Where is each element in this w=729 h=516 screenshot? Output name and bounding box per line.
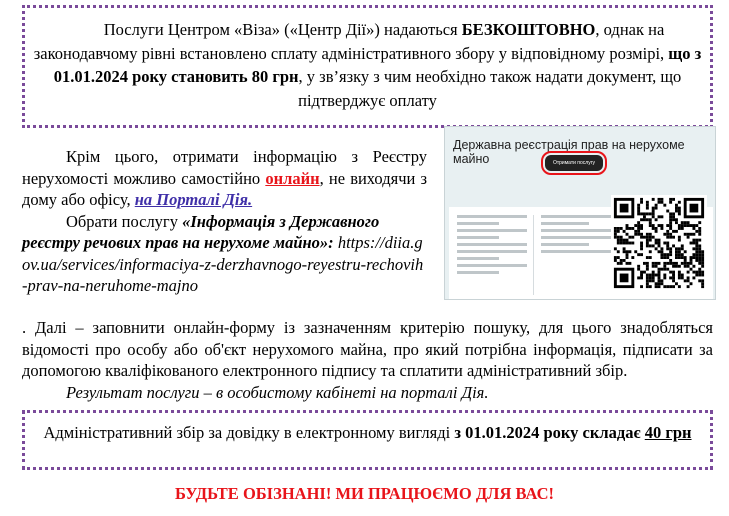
portal-heading: Державна реєстрація прав на нерухоме майно: [453, 138, 685, 166]
e-fee-amount: 40 грн: [644, 423, 692, 442]
footer-slogan: БУДЬТЕ ОБІЗНАНІ! МИ ПРАЦЮЄМО ДЛЯ ВАС!: [175, 484, 554, 503]
online-info-paragraph: Крім цього, отримати інформацію з Реєстру нерухомості можливо самостійно онлайн, не виходячи з дому або офісу, на Порталі Дія. Обрати послугу «Інформація з Державного реєстру речових прав на нерухоме майно»: https://diia.gov.ua/services/informaciya-z-derzhavnogo-reyestru-rechovih-prav-na-neruhome-majno: [22, 147, 427, 295]
online-label: онлайн: [265, 168, 320, 188]
instructions-text: . Далі – заповнити онлайн-форму із зазначенням критерію пошуку, для цього знадобляться відомості про особу або об'єкт нерухомого майна, про який потрібна інформація, підписати за допомогою кваліфікованого електронного підпису та сплатити адміністративний збір.: [22, 318, 713, 380]
fee-amount-text: що з 01.01.2024 року становить 80 грн: [53, 43, 702, 86]
e-certificate-fee-text: Адміністративний збір за довідку в електронному вигляді з 01.01.2024 року складає 40 грн: [43, 423, 692, 442]
result-text: Результат послуги – в особистому кабінеті на порталі Дія.: [66, 382, 489, 402]
diia-portal-link[interactable]: на Порталі Дія.: [134, 190, 253, 209]
e-certificate-fee-box: [22, 410, 713, 470]
fee-notice-text: Послуги Центром «Віза» («Центр Дії») надаються БЕЗКОШТОВНО, однак на законодавчому рівні встановлено сплату адміністративного збору у відповідному розмірі, що з 01.01.2024 року становить 80 грн, у зв’язку з чим необхідно також надати документ, що підтверджує оплату: [33, 20, 702, 110]
get-service-button: Отримати послугу: [545, 155, 603, 171]
qr-code-icon: [611, 195, 707, 291]
fee-notice-box: [22, 5, 713, 128]
service-url[interactable]: https://diia.gov.ua/services/informaciya-z-derzhavnogo-reyestru-rechovih-prav-na-neruhome-majno: [22, 233, 424, 295]
free-label: БЕЗКОШТОВНО: [461, 20, 596, 39]
instructions-paragraph: [22, 317, 713, 403]
service-name: «Інформація з Державного реєстру речових прав на нерухоме майно»:: [22, 211, 380, 252]
